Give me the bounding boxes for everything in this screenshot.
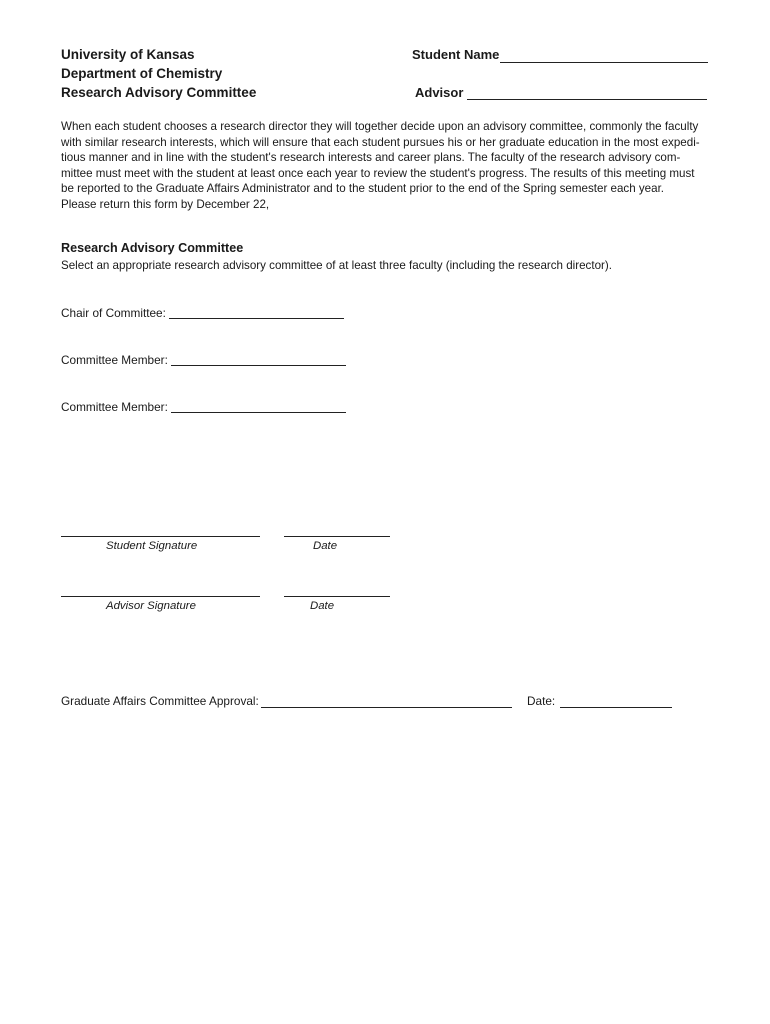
approval-date-label: Date: [527, 694, 556, 708]
chair-input[interactable] [171, 302, 342, 318]
committee-heading: Research Advisory Committee [61, 241, 244, 255]
header-org-block [61, 45, 256, 102]
member1-line [171, 365, 346, 366]
approval-line [261, 707, 512, 708]
student-name-line [500, 62, 708, 63]
advisor-date-input[interactable] [286, 579, 388, 595]
advisor-signature-line [61, 596, 260, 597]
approval-label: Graduate Affairs Committee Approval: [61, 694, 259, 708]
student-signature-line [61, 536, 260, 537]
member2-input[interactable] [173, 396, 344, 412]
member1-input[interactable] [173, 349, 344, 365]
student-date-input[interactable] [286, 519, 388, 535]
student-name-label: Student Name [412, 47, 500, 62]
advisor-label: Advisor [415, 85, 464, 100]
approval-input[interactable] [263, 690, 510, 706]
member2-label: Committee Member: [61, 400, 168, 414]
department-name: Department of Chemistry [61, 66, 223, 81]
chair-line [169, 318, 344, 319]
university-name: University of Kansas [61, 47, 195, 62]
approval-date-input[interactable] [562, 690, 670, 706]
form-title: Research Advisory Committee [61, 85, 257, 100]
member2-line [171, 412, 346, 413]
student-name-input[interactable] [502, 45, 706, 61]
advisor-input[interactable] [469, 82, 705, 98]
advisor-signature-input[interactable] [63, 579, 258, 595]
student-date-label: Date [313, 540, 338, 552]
intro-line: tious manner and in line with the student's research interests and career plans. The faculty of the research advisory com- [61, 151, 681, 165]
student-signature-label: Student Signature [106, 540, 198, 552]
intro-paragraph [61, 119, 721, 213]
approval-date-line [560, 707, 672, 708]
intro-line: mittee must meet with the student at least once each year to review the student's progress. The results of this meeting must [61, 166, 695, 180]
advisor-line [467, 99, 707, 100]
member1-label: Committee Member: [61, 353, 168, 367]
advisor-date-line [284, 596, 390, 597]
advisor-signature-label: Advisor Signature [106, 600, 196, 612]
student-date-line [284, 536, 390, 537]
intro-line: be reported to the Graduate Affairs Administrator and to the student prior to the end of the Spring semester each year. [61, 182, 665, 196]
intro-line: with similar research interests, which will ensure that each student pursues his or her graduate education in the most expedi- [61, 135, 700, 149]
student-signature-input[interactable] [63, 519, 258, 535]
intro-line: When each student chooses a research director they will together decide upon an advisory committee, commonly the faculty [61, 120, 699, 133]
chair-label: Chair of Committee: [61, 306, 166, 320]
committee-instruction: Select an appropriate research advisory committee of at least three faculty (including the research director). [61, 259, 612, 272]
intro-line: Please return this form by December 22, [61, 197, 270, 211]
advisor-date-label: Date [310, 600, 335, 612]
